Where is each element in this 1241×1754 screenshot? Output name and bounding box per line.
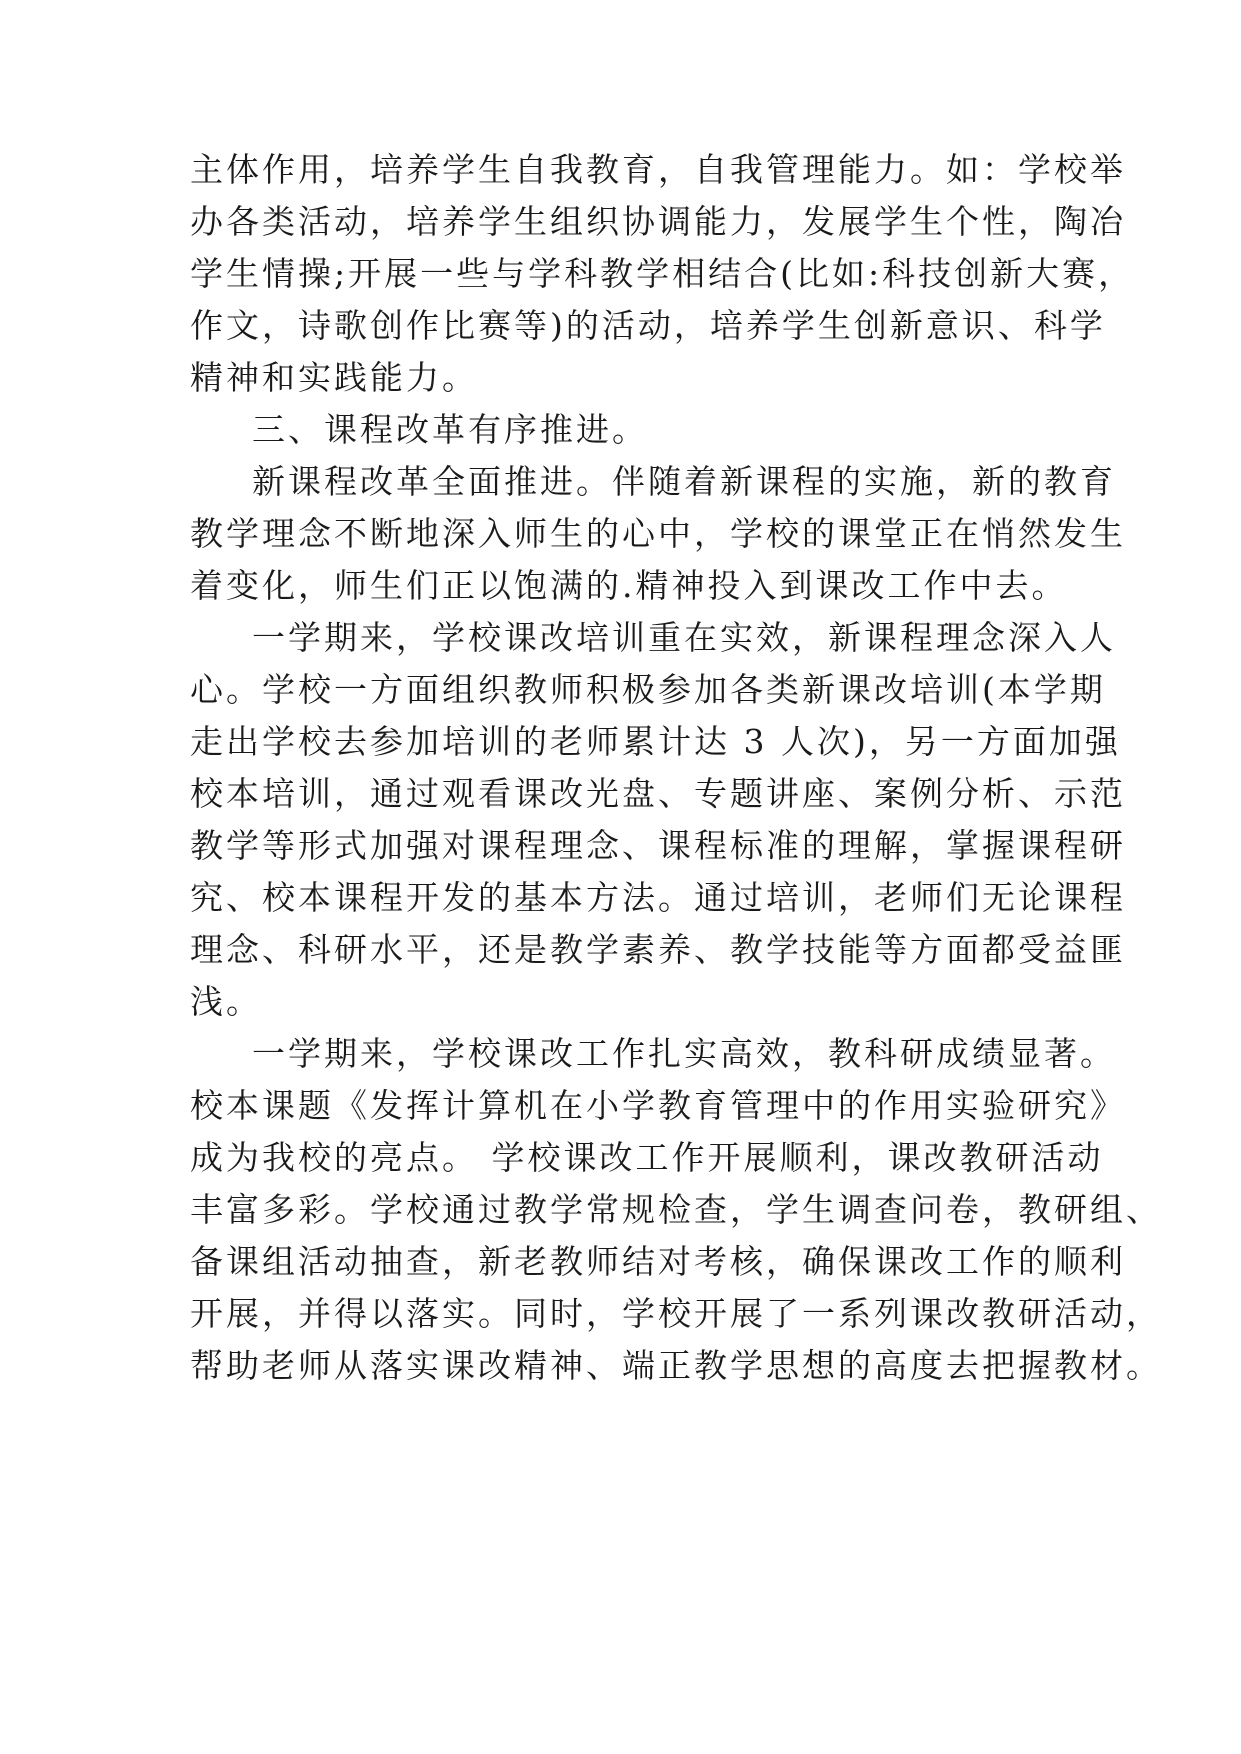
text-line: 一学期来，学校课改培训重在实效，新课程理念深入人 <box>252 618 1116 657</box>
text-line: 开展，并得以落实。同时，学校开展了一系列课改教研活动， <box>190 1294 1162 1333</box>
text-line: 成为我校的亮点。 学校课改工作开展顺利，课改教研活动 <box>190 1138 1104 1177</box>
text-line: 作文，诗歌创作比赛等)的活动，培养学生创新意识、科学 <box>190 306 1106 345</box>
text-line: 主体作用，培养学生自我教育，自我管理能力。如：学校举 <box>190 150 1126 189</box>
text-line: 浅。 <box>190 982 262 1021</box>
text-line: 校本培训，通过观看课改光盘、专题讲座、案例分析、示范 <box>190 774 1126 813</box>
text-line: 学生情操;开展一些与学科教学相结合(比如:科技创新大赛， <box>190 254 1135 293</box>
text-line: 心。学校一方面组织教师积极参加各类新课改培训(本学期 <box>190 670 1106 709</box>
text-line: 教学等形式加强对课程理念、课程标准的理解，掌握课程研 <box>190 826 1126 865</box>
section-heading: 三、课程改革有序推进。 <box>252 410 648 449</box>
text-line: 究、校本课程开发的基本方法。通过培训，老师们无论课程 <box>190 878 1126 917</box>
text-line: 理念、科研水平，还是教学素养、教学技能等方面都受益匪 <box>190 930 1126 969</box>
text-line: 丰富多彩。学校通过教学常规检查，学生调查问卷，教研组、 <box>190 1190 1162 1229</box>
text-line: 精神和实践能力。 <box>190 358 478 397</box>
text-line: 帮助老师从落实课改精神、端正教学思想的高度去把握教材。 <box>190 1346 1162 1385</box>
text-line: 新课程改革全面推进。伴随着新课程的实施，新的教育 <box>252 462 1116 501</box>
text-line: 校本课题《发挥计算机在小学教育管理中的作用实验研究》 <box>190 1086 1126 1125</box>
text-line: 办各类活动，培养学生组织协调能力，发展学生个性，陶冶 <box>190 202 1126 241</box>
text-line: 着变化，师生们正以饱满的.精神投入到课改工作中去。 <box>190 566 1068 605</box>
text-line: 走出学校去参加培训的老师累计达 3 人次)，另一方面加强 <box>190 722 1121 761</box>
text-line: 一学期来，学校课改工作扎实高效，教科研成绩显著。 <box>252 1034 1116 1073</box>
text-line: 备课组活动抽查，新老教师结对考核，确保课改工作的顺利 <box>190 1242 1126 1281</box>
text-line: 教学理念不断地深入师生的心中，学校的课堂正在悄然发生 <box>190 514 1126 553</box>
